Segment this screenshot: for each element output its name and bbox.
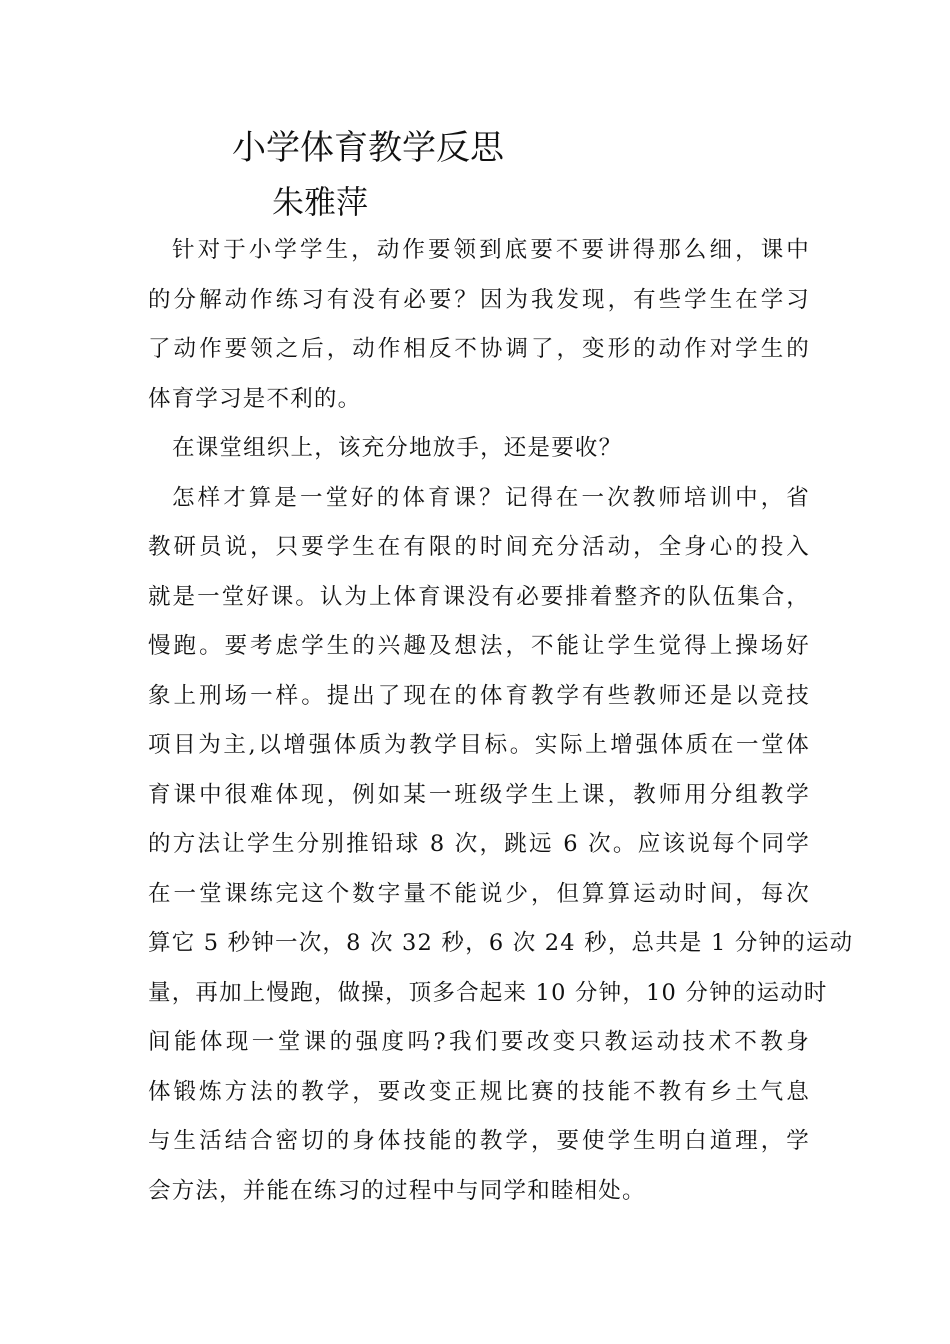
paragraph-line: 量，再加上慢跑，做操，顶多合起来 10 分钟，10 分钟的运动时 [148, 979, 828, 1006]
paragraph-line: 就是一堂好课。认为上体育课没有必要排着整齐的队伍集合， [148, 583, 810, 610]
paragraph-line: 怎样才算是一堂好的体育课？记得在一次教师培训中，省 [172, 484, 810, 511]
paragraph-line: 体育学习是不利的。 [148, 385, 362, 412]
paragraph-line: 慢跑。要考虑学生的兴趣及想法，不能让学生觉得上操场好 [148, 633, 810, 659]
paragraph-line: 项目为主,以增强体质为教学目标。实际上增强体质在一堂体 [148, 732, 810, 758]
paragraph-line: 在一堂课练完这个数字量不能说少，但算算运动时间，每次 [148, 880, 810, 907]
paragraph-line: 的分解动作练习有没有必要？因为我发现，有些学生在学习 [148, 286, 810, 313]
paragraph-line: 教研员说，只要学生在有限的时间充分活动，全身心的投入 [148, 534, 810, 560]
paragraph-2 [148, 424, 810, 474]
paragraph-line: 在课堂组织上，该充分地放手，还是要收？ [172, 435, 623, 461]
paragraph-line: 会方法，并能在练习的过程中与同学和睦相处。 [148, 1177, 646, 1204]
paragraph-line: 针对于小学学生，动作要领到底要不要讲得那么细，课中 [172, 237, 810, 263]
paragraph-line: 了动作要领之后，动作相反不协调了，变形的动作对学生的 [148, 336, 810, 362]
paragraph-line: 算它 5 秒钟一次，8 次 32 秒，6 次 24 秒，总共是 1 分钟的运动 [148, 930, 854, 956]
paragraph-line: 间能体现一堂课的强度吗?我们要改变只教运动技术不教身 [148, 1029, 810, 1055]
paragraph-line: 的方法让学生分别推铅球 8 次，跳远 6 次。应该说每个同学 [148, 831, 810, 857]
paragraph-line: 与生活结合密切的身体技能的教学，要使学生明白道理，学 [148, 1128, 810, 1154]
paragraph-line: 体锻炼方法的教学，要改变正规比赛的技能不教有乡土气息 [148, 1078, 810, 1105]
document-body [148, 226, 854, 1216]
paragraph-3 [148, 474, 854, 1217]
paragraph-line: 象上刑场一样。提出了现在的体育教学有些教师还是以竞技 [148, 682, 810, 709]
paragraph-line: 育课中很难体现，例如某一班级学生上课，教师用分组教学 [148, 781, 810, 808]
document-author: 朱雅萍 [272, 183, 369, 221]
document-title: 小学体育教学反思 [232, 128, 504, 168]
paragraph-1 [148, 226, 810, 424]
